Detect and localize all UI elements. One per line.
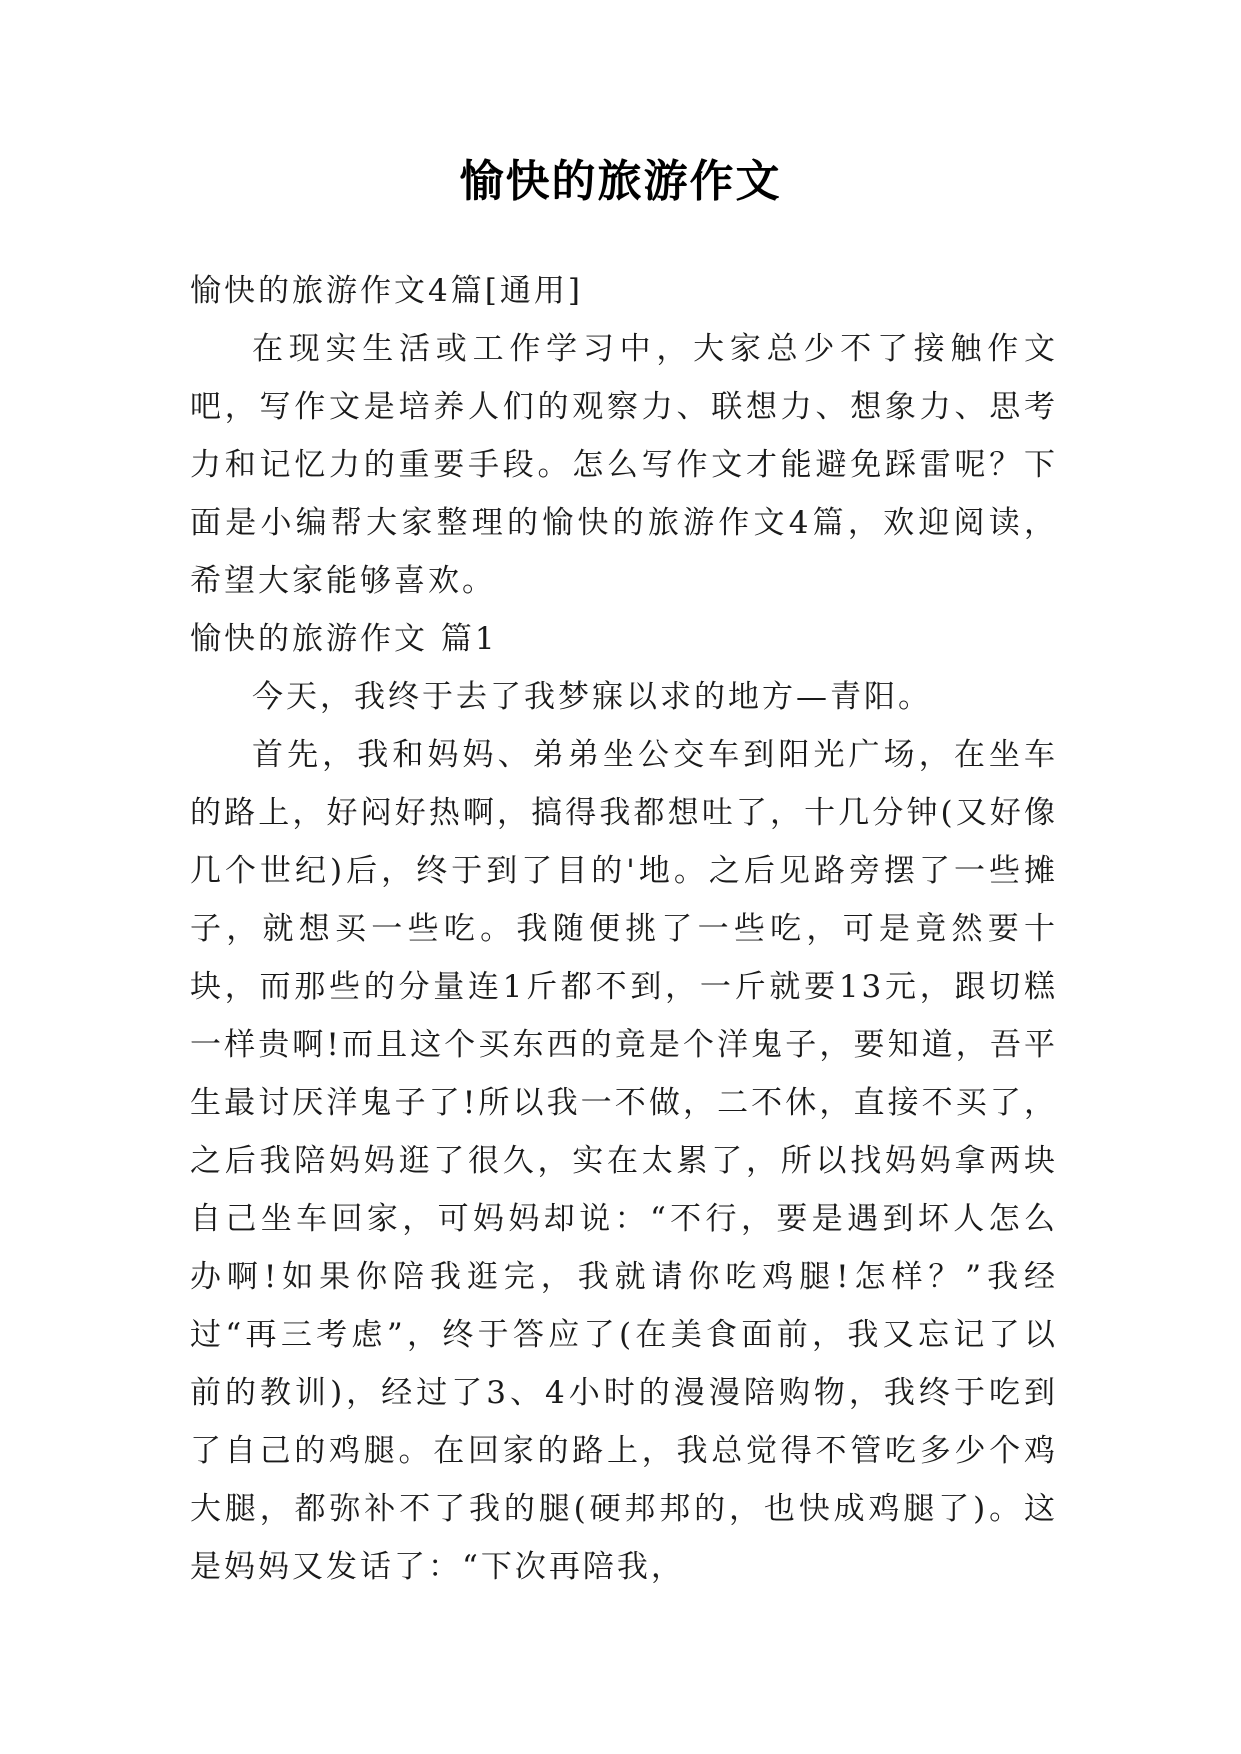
section1-paragraph-2: 首先，我和妈妈、弟弟坐公交车到阳光广场，在坐车的路上，好闷好热啊，搞得我都想吐了，十几分钟(又好像几个世纪)后，终于到了目的'地。之后见路旁摆了一些摊子，就想买一些吃。我随便挑了一些吃，可是竟然要十块，而那些的分量连1斤都不到，一斤就要13元，跟切糕一样贵啊!而且这个买东西的竟是个洋鬼子，要知道，吾平生最讨厌洋鬼子了!所以我一不做，二不休，直接不买了，之后我陪妈妈逛了很久，实在太累了，所以找妈妈拿两块自己坐车回家，可妈妈却说：“不行，要是遇到坏人怎么办啊!如果你陪我逛完，我就请你吃鸡腿!怎样？”我经过“再三考虑”，终于答应了(在美食面前，我又忘记了以前的教训)，经过了3、4小时的漫漫陪购物，我终于吃到了自己的鸡腿。在回家的路上，我总觉得不管吃多少个鸡大腿，都弥补不了我的腿(硬邦邦的，也快成鸡腿了)。这是妈妈又发话了：“下次再陪我， xyxy=(190,737,1058,1585)
document-body xyxy=(190,262,1058,1596)
section1-paragraph-1: 今天，我终于去了我梦寐以求的地方—青阳。 xyxy=(252,679,932,715)
document-subtitle: 愉快的旅游作文4篇[通用] xyxy=(190,273,583,309)
intro-paragraph: 在现实生活或工作学习中，大家总少不了接触作文吧，写作文是培养人们的观察力、联想力、想象力、思考力和记忆力的重要手段。怎么写作文才能避免踩雷呢？下面是小编帮大家整理的愉快的旅游作文4篇，欢迎阅读，希望大家能够喜欢。 xyxy=(190,331,1058,599)
section-heading-1: 愉快的旅游作文 篇1 xyxy=(190,621,498,657)
document-title: 愉快的旅游作文 xyxy=(459,156,782,207)
